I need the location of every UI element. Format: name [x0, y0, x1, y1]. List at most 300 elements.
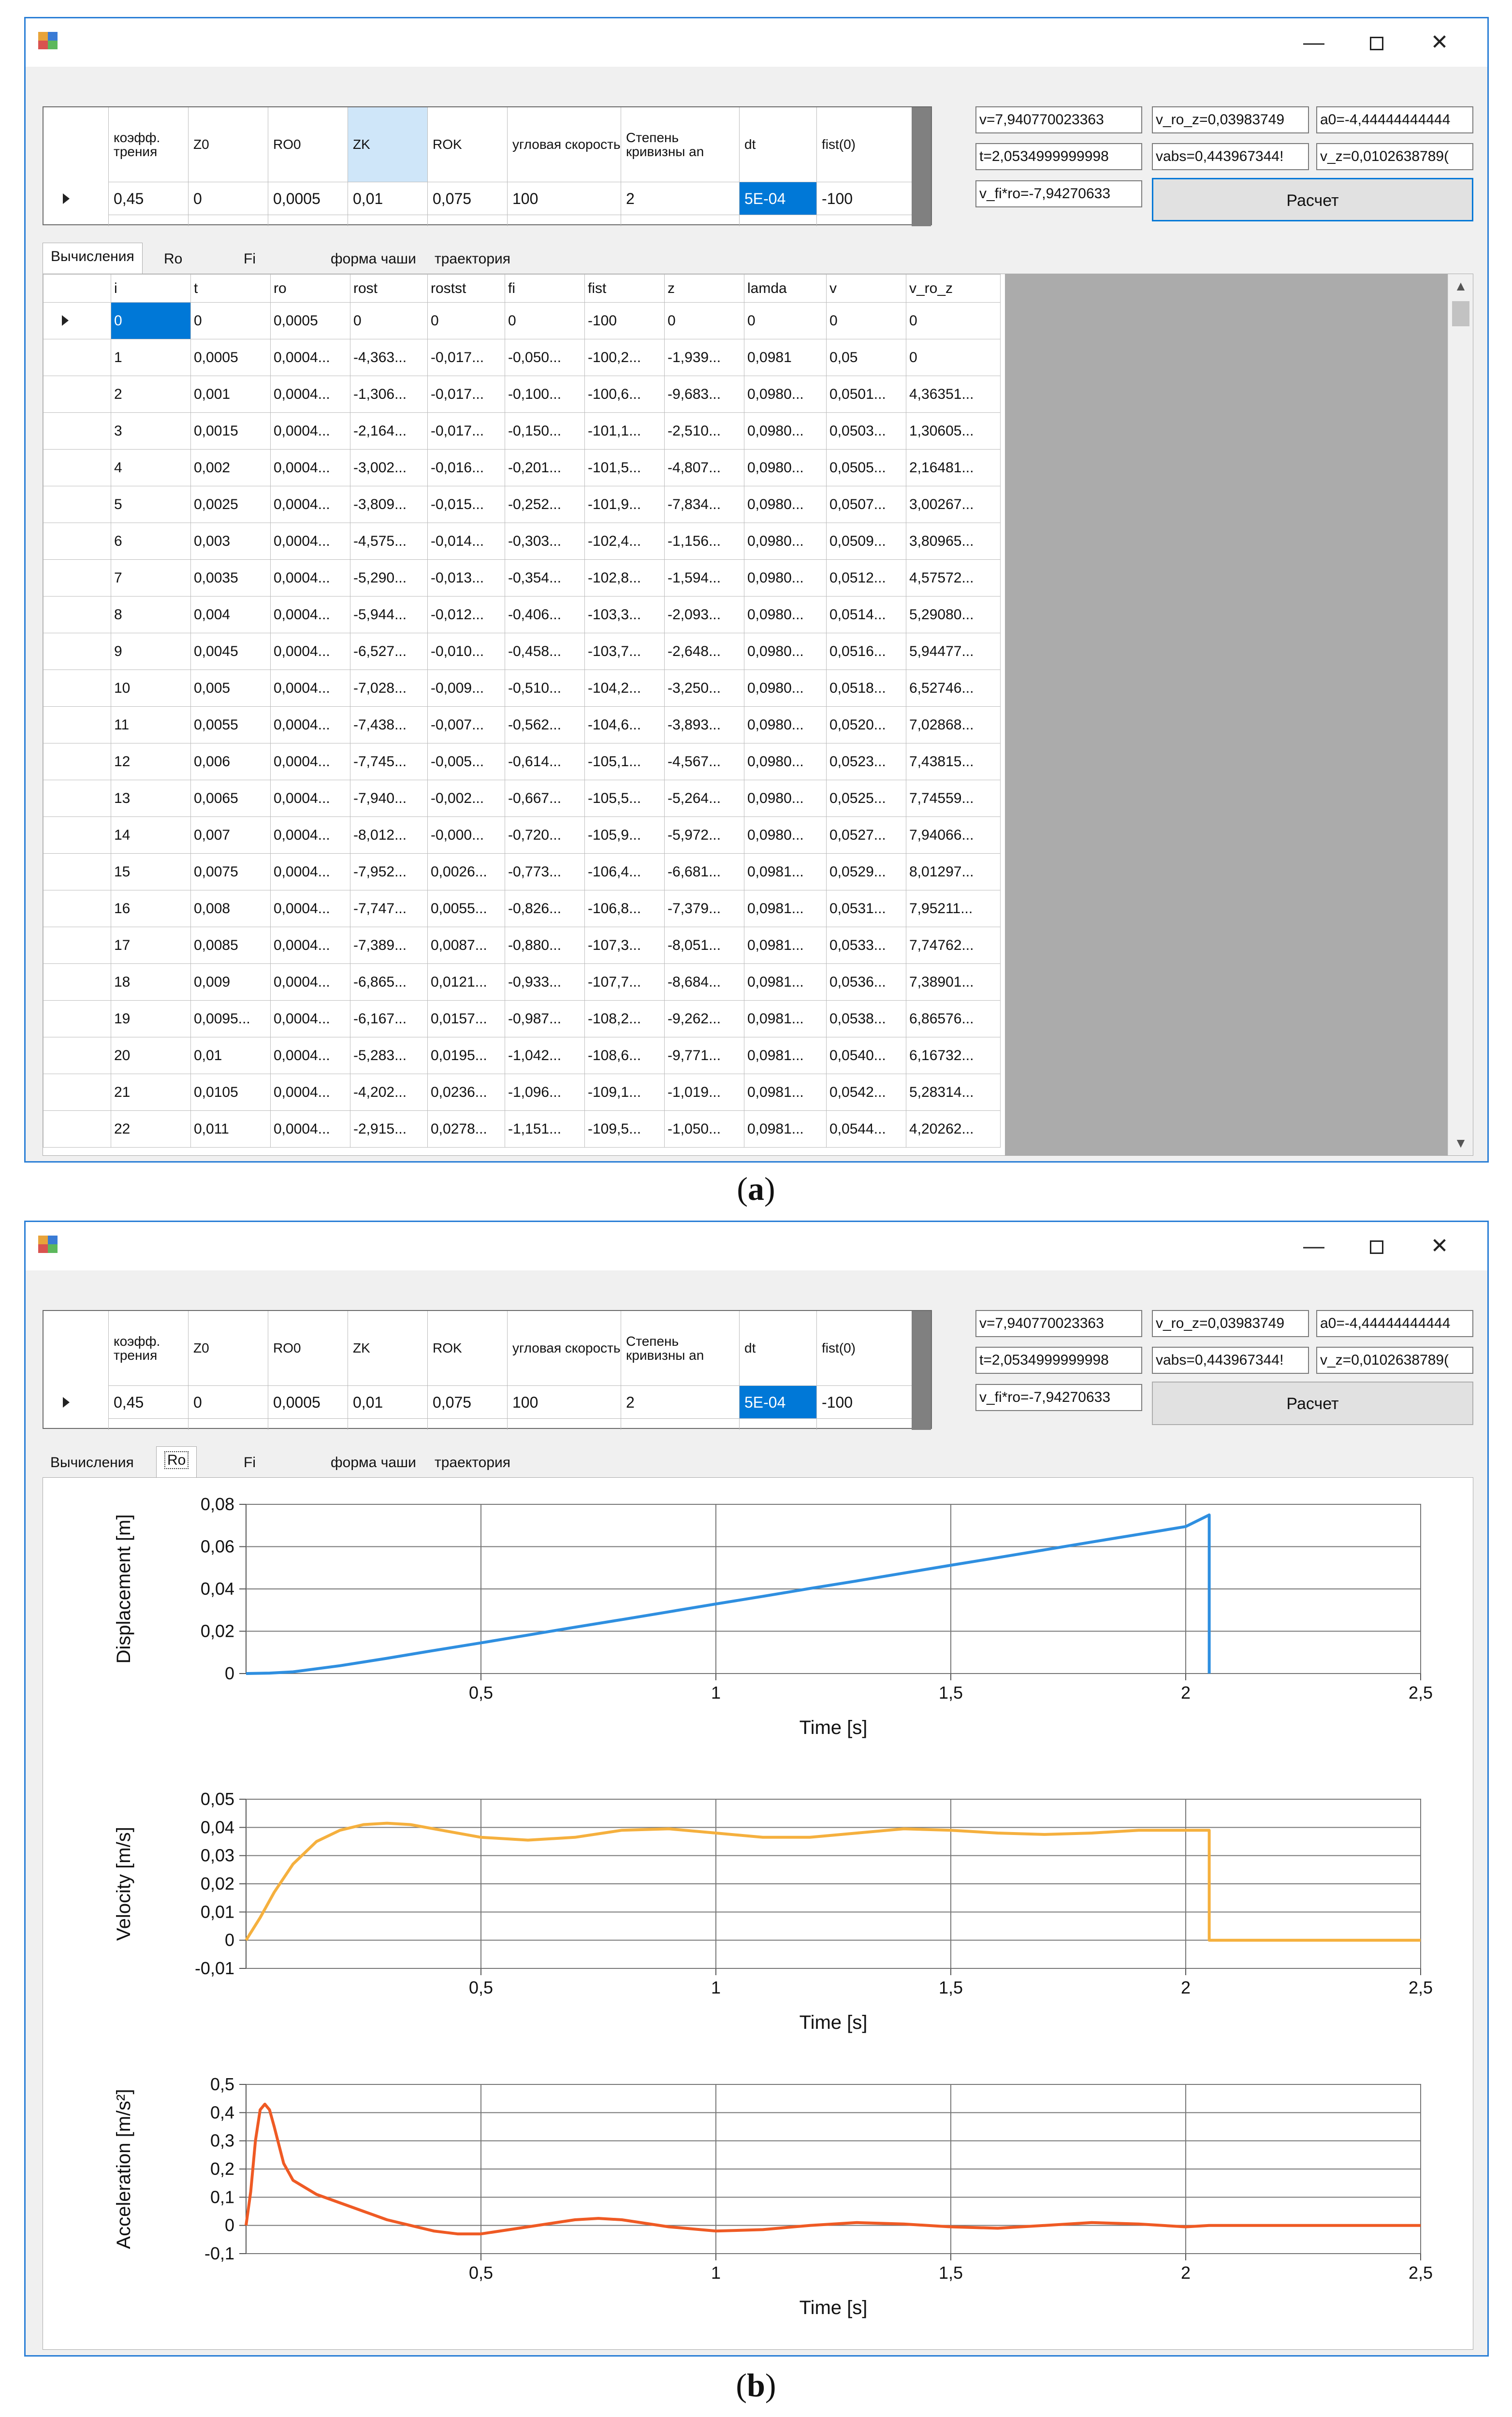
table-cell[interactable]: -0,014...	[428, 523, 505, 560]
table-cell[interactable]: -0,016...	[428, 450, 505, 486]
table-cell[interactable]: 0,0980...	[744, 376, 827, 413]
table-cell[interactable]: 12	[111, 743, 191, 780]
table-cell[interactable]: 1,30605...	[906, 413, 1001, 450]
table-cell[interactable]: 0,01	[191, 1037, 271, 1074]
table-cell[interactable]: -8,012...	[350, 817, 428, 854]
table-cell[interactable]: 0,0004...	[271, 1037, 350, 1074]
tab-trajectory[interactable]: траектория	[435, 251, 511, 267]
table-cell[interactable]: 8,01297...	[906, 854, 1001, 890]
table-cell[interactable]: 19	[111, 1001, 191, 1037]
table-cell[interactable]: 7,38901...	[906, 964, 1001, 1001]
row-header-cell[interactable]	[44, 633, 111, 670]
table-cell[interactable]: 0,0004...	[271, 486, 350, 523]
row-header-cell[interactable]	[44, 890, 111, 927]
table-cell[interactable]: 0,0980...	[744, 780, 827, 817]
table-row[interactable]	[44, 1074, 1001, 1111]
table-cell[interactable]: -4,575...	[350, 523, 428, 560]
table-cell[interactable]: 0,0075	[191, 854, 271, 890]
table-cell[interactable]: 15	[111, 854, 191, 890]
table-cell[interactable]: 0	[191, 303, 271, 339]
table-cell[interactable]: 0,008	[191, 890, 271, 927]
column-header-6[interactable]: fist	[585, 275, 665, 303]
result-vabs[interactable]: vabs=0,443967344!	[1152, 143, 1309, 170]
table-cell[interactable]: -2,648...	[665, 633, 744, 670]
table-cell[interactable]: -3,809...	[350, 486, 428, 523]
table-cell[interactable]: -105,1...	[585, 743, 665, 780]
param-column-zk[interactable]	[348, 1311, 428, 1430]
table-cell[interactable]: 0,0542...	[827, 1074, 906, 1111]
table-cell[interactable]: -2,164...	[350, 413, 428, 450]
table-cell[interactable]: -4,363...	[350, 339, 428, 376]
table-cell[interactable]: 7,02868...	[906, 707, 1001, 743]
table-cell[interactable]: 3,80965...	[906, 523, 1001, 560]
table-cell[interactable]: 0,004	[191, 597, 271, 633]
table-cell[interactable]: 16	[111, 890, 191, 927]
table-cell[interactable]: 3,00267...	[906, 486, 1001, 523]
table-cell[interactable]: 7	[111, 560, 191, 597]
table-cell[interactable]: 0,0004...	[271, 450, 350, 486]
table-cell[interactable]: 0,0981...	[744, 964, 827, 1001]
table-cell[interactable]: 8	[111, 597, 191, 633]
table-cell[interactable]: -7,940...	[350, 780, 428, 817]
table-cell[interactable]: 0,0980...	[744, 743, 827, 780]
scroll-up-icon[interactable]: ▲	[1454, 278, 1468, 293]
param-column-z0[interactable]	[189, 1311, 268, 1430]
table-cell[interactable]: -9,262...	[665, 1001, 744, 1037]
table-cell[interactable]: -3,002...	[350, 450, 428, 486]
table-row[interactable]	[44, 890, 1001, 927]
table-cell[interactable]: -2,915...	[350, 1111, 428, 1148]
table-cell[interactable]: 4,57572...	[906, 560, 1001, 597]
table-cell[interactable]: -7,834...	[665, 486, 744, 523]
table-cell[interactable]: -100	[585, 303, 665, 339]
table-cell[interactable]: 0,0105	[191, 1074, 271, 1111]
table-cell[interactable]: 0,0004...	[271, 560, 350, 597]
table-cell[interactable]: -107,7...	[585, 964, 665, 1001]
table-cell[interactable]: 0,0527...	[827, 817, 906, 854]
table-cell[interactable]: -1,019...	[665, 1074, 744, 1111]
table-cell[interactable]: -0,017...	[428, 339, 505, 376]
table-cell[interactable]: 0,006	[191, 743, 271, 780]
table-cell[interactable]: -0,562...	[505, 707, 585, 743]
table-cell[interactable]: -4,567...	[665, 743, 744, 780]
table-cell[interactable]: -0,007...	[428, 707, 505, 743]
table-cell[interactable]: 0,0004...	[271, 413, 350, 450]
table-cell[interactable]: 0,0980...	[744, 413, 827, 450]
table-cell[interactable]: -5,972...	[665, 817, 744, 854]
param-value[interactable]: 0	[189, 1386, 268, 1419]
row-header-cell[interactable]	[44, 780, 111, 817]
table-cell[interactable]: 0,0015	[191, 413, 271, 450]
tab-ro[interactable]	[156, 1446, 197, 1478]
table-cell[interactable]: -8,684...	[665, 964, 744, 1001]
table-cell[interactable]: -109,5...	[585, 1111, 665, 1148]
table-cell[interactable]: 0,0514...	[827, 597, 906, 633]
table-cell[interactable]: 0,0509...	[827, 523, 906, 560]
param-value[interactable]: -100	[817, 182, 913, 215]
table-row[interactable]	[44, 303, 1001, 339]
table-cell[interactable]: -101,9...	[585, 486, 665, 523]
table-cell[interactable]: 0,0005	[271, 303, 350, 339]
minimize-button[interactable]: —	[1303, 1234, 1324, 1258]
table-cell[interactable]: 14	[111, 817, 191, 854]
maximize-button[interactable]	[1355, 28, 1398, 57]
table-cell[interactable]: 0,0981	[744, 339, 827, 376]
table-cell[interactable]: -0,880...	[505, 927, 585, 964]
param-column-z0[interactable]	[189, 107, 268, 226]
tab-ro[interactable]: Ro	[164, 251, 183, 267]
param-value[interactable]: 0	[189, 182, 268, 215]
table-cell[interactable]: -0,009...	[428, 670, 505, 707]
row-header-cell[interactable]	[44, 743, 111, 780]
table-cell[interactable]: 2	[111, 376, 191, 413]
result-v[interactable]: v=7,940770023363	[975, 106, 1142, 133]
row-header-cell[interactable]	[44, 817, 111, 854]
tab-bowl-shape[interactable]: форма чаши	[331, 251, 416, 267]
table-cell[interactable]: 18	[111, 964, 191, 1001]
table-cell[interactable]: 0,0523...	[827, 743, 906, 780]
table-cell[interactable]: 0,0035	[191, 560, 271, 597]
table-cell[interactable]: -5,283...	[350, 1037, 428, 1074]
table-cell[interactable]: 7,94066...	[906, 817, 1001, 854]
column-header-4[interactable]: rostst	[428, 275, 505, 303]
param-column-fist0[interactable]	[817, 107, 914, 226]
table-cell[interactable]: 0,0004...	[271, 670, 350, 707]
row-header-cell[interactable]	[44, 339, 111, 376]
table-cell[interactable]: -7,379...	[665, 890, 744, 927]
result-v-ro-z[interactable]: v_ro_z=0,03983749	[1152, 106, 1309, 133]
result-v-ro-z[interactable]: v_ro_z=0,03983749	[1152, 1310, 1309, 1337]
table-cell[interactable]: 5	[111, 486, 191, 523]
row-header-cell[interactable]	[44, 450, 111, 486]
table-cell[interactable]: 6,52746...	[906, 670, 1001, 707]
table-cell[interactable]: 0,0981...	[744, 890, 827, 927]
row-header-cell[interactable]	[44, 964, 111, 1001]
result-v-fi-ro[interactable]: v_fi*ro=-7,94270633	[975, 1384, 1142, 1411]
table-cell[interactable]: -0,510...	[505, 670, 585, 707]
param-column-curvature[interactable]	[621, 107, 740, 226]
table-row[interactable]	[44, 670, 1001, 707]
table-cell[interactable]: -0,614...	[505, 743, 585, 780]
table-cell[interactable]: 0	[906, 339, 1001, 376]
table-cell[interactable]: 5,28314...	[906, 1074, 1001, 1111]
table-cell[interactable]: 0,0981...	[744, 1111, 827, 1148]
table-cell[interactable]: -0,000...	[428, 817, 505, 854]
table-cell[interactable]: 0,0087...	[428, 927, 505, 964]
table-cell[interactable]: -5,290...	[350, 560, 428, 597]
table-cell[interactable]: -6,681...	[665, 854, 744, 890]
table-cell[interactable]: -100,2...	[585, 339, 665, 376]
table-cell[interactable]: 13	[111, 780, 191, 817]
table-cell[interactable]: -3,893...	[665, 707, 744, 743]
table-cell[interactable]: 4,20262...	[906, 1111, 1001, 1148]
table-cell[interactable]: 0,0004...	[271, 1111, 350, 1148]
table-cell[interactable]: 0,0121...	[428, 964, 505, 1001]
table-cell[interactable]: 0,003	[191, 523, 271, 560]
table-cell[interactable]: -2,093...	[665, 597, 744, 633]
table-cell[interactable]: 0,0004...	[271, 339, 350, 376]
table-cell[interactable]: 7,74762...	[906, 927, 1001, 964]
table-cell[interactable]: 0	[827, 303, 906, 339]
close-button[interactable]: ✕	[1430, 30, 1449, 54]
table-cell[interactable]: 0	[111, 303, 191, 339]
table-cell[interactable]: 0	[350, 303, 428, 339]
table-cell[interactable]: 0,0520...	[827, 707, 906, 743]
table-row[interactable]	[44, 339, 1001, 376]
table-cell[interactable]: -0,667...	[505, 780, 585, 817]
table-cell[interactable]: 6,86576...	[906, 1001, 1001, 1037]
table-cell[interactable]: 0,0055	[191, 707, 271, 743]
table-cell[interactable]: 0,0004...	[271, 633, 350, 670]
column-header-1[interactable]: t	[191, 275, 271, 303]
table-cell[interactable]: 0,0516...	[827, 633, 906, 670]
table-cell[interactable]: -0,406...	[505, 597, 585, 633]
tab-calculations[interactable]: Вычисления	[50, 1455, 134, 1471]
table-cell[interactable]: -1,594...	[665, 560, 744, 597]
table-cell[interactable]: -107,3...	[585, 927, 665, 964]
table-cell[interactable]: -1,156...	[665, 523, 744, 560]
row-header-cell[interactable]	[44, 560, 111, 597]
result-v-fi-ro[interactable]: v_fi*ro=-7,94270633	[975, 180, 1142, 207]
table-cell[interactable]: 0,001	[191, 376, 271, 413]
grid-scrollbar[interactable]	[912, 107, 931, 226]
table-cell[interactable]: 0,005	[191, 670, 271, 707]
param-column-dt[interactable]	[740, 107, 817, 226]
table-row[interactable]	[44, 633, 1001, 670]
table-cell[interactable]: -5,944...	[350, 597, 428, 633]
table-cell[interactable]: -1,042...	[505, 1037, 585, 1074]
table-cell[interactable]: 0,05	[827, 339, 906, 376]
table-cell[interactable]: 0,0531...	[827, 890, 906, 927]
table-row[interactable]	[44, 1001, 1001, 1037]
table-cell[interactable]: 0,0004...	[271, 780, 350, 817]
table-row[interactable]	[44, 450, 1001, 486]
table-cell[interactable]: -0,002...	[428, 780, 505, 817]
table-cell[interactable]: -7,745...	[350, 743, 428, 780]
table-cell[interactable]: -6,167...	[350, 1001, 428, 1037]
table-vertical-scrollbar[interactable]	[1448, 274, 1473, 1155]
table-row[interactable]	[44, 560, 1001, 597]
row-header-cell[interactable]	[44, 597, 111, 633]
table-cell[interactable]: -0,017...	[428, 376, 505, 413]
table-cell[interactable]: 0,0278...	[428, 1111, 505, 1148]
table-cell[interactable]: 6	[111, 523, 191, 560]
row-header-cell[interactable]	[44, 1037, 111, 1074]
table-cell[interactable]: -9,683...	[665, 376, 744, 413]
table-cell[interactable]: 0,0980...	[744, 450, 827, 486]
table-cell[interactable]: -0,010...	[428, 633, 505, 670]
table-cell[interactable]: 0,002	[191, 450, 271, 486]
grid-scrollbar[interactable]	[912, 1311, 931, 1430]
result-t[interactable]: t=2,0534999999998	[975, 1347, 1142, 1374]
table-cell[interactable]: 0,0157...	[428, 1001, 505, 1037]
table-cell[interactable]: -106,4...	[585, 854, 665, 890]
param-column-rok[interactable]	[428, 107, 508, 226]
table-cell[interactable]: -104,2...	[585, 670, 665, 707]
table-cell[interactable]: 7,74559...	[906, 780, 1001, 817]
calculate-button[interactable]: Расчет	[1152, 178, 1473, 221]
table-cell[interactable]: 0,0507...	[827, 486, 906, 523]
row-header-cell[interactable]	[44, 670, 111, 707]
table-cell[interactable]: -6,865...	[350, 964, 428, 1001]
table-cell[interactable]: 0,0980...	[744, 560, 827, 597]
table-cell[interactable]: 3	[111, 413, 191, 450]
row-header-cell[interactable]	[44, 1074, 111, 1111]
table-cell[interactable]: 0,0236...	[428, 1074, 505, 1111]
table-cell[interactable]: 0,0005	[191, 339, 271, 376]
table-cell[interactable]: -0,050...	[505, 339, 585, 376]
column-header-10[interactable]: v_ro_z	[906, 275, 1001, 303]
param-column-angular-speed[interactable]	[508, 1311, 621, 1430]
result-v-z[interactable]: v_z=0,0102638789(	[1316, 143, 1473, 170]
param-column-curvature[interactable]	[621, 1311, 740, 1430]
table-row[interactable]	[44, 1111, 1001, 1148]
param-value[interactable]: 0,075	[428, 182, 507, 215]
table-cell[interactable]: 0,0004...	[271, 817, 350, 854]
table-cell[interactable]: -103,7...	[585, 633, 665, 670]
table-cell[interactable]: 0,009	[191, 964, 271, 1001]
table-cell[interactable]: 4,36351...	[906, 376, 1001, 413]
table-row[interactable]	[44, 1037, 1001, 1074]
param-value[interactable]: 0,0005	[268, 1386, 348, 1419]
table-cell[interactable]: 0,0981...	[744, 927, 827, 964]
param-value[interactable]: 0,075	[428, 1386, 507, 1419]
table-cell[interactable]: -0,201...	[505, 450, 585, 486]
table-cell[interactable]: 0,0501...	[827, 376, 906, 413]
table-cell[interactable]: -0,987...	[505, 1001, 585, 1037]
table-cell[interactable]: -0,773...	[505, 854, 585, 890]
table-cell[interactable]: 0,0538...	[827, 1001, 906, 1037]
param-value[interactable]: 5E-04	[740, 1386, 816, 1419]
close-button[interactable]: ✕	[1430, 1234, 1449, 1258]
table-cell[interactable]: -5,264...	[665, 780, 744, 817]
table-cell[interactable]: 0,0980...	[744, 707, 827, 743]
table-cell[interactable]: -6,527...	[350, 633, 428, 670]
table-cell[interactable]: 0,0980...	[744, 633, 827, 670]
table-cell[interactable]: -4,202...	[350, 1074, 428, 1111]
row-header-cell[interactable]	[44, 376, 111, 413]
table-cell[interactable]: 0,0195...	[428, 1037, 505, 1074]
result-vabs[interactable]: vabs=0,443967344!	[1152, 1347, 1309, 1374]
param-value[interactable]: 0,01	[348, 1386, 427, 1419]
table-cell[interactable]: -0,013...	[428, 560, 505, 597]
row-header-cell[interactable]	[44, 486, 111, 523]
param-value[interactable]: 0,01	[348, 182, 427, 215]
row-header-cell[interactable]	[44, 413, 111, 450]
table-cell[interactable]: 6,16732...	[906, 1037, 1001, 1074]
table-row[interactable]	[44, 780, 1001, 817]
table-cell[interactable]: -7,952...	[350, 854, 428, 890]
table-cell[interactable]: 0,0026...	[428, 854, 505, 890]
param-value[interactable]: 5E-04	[740, 182, 816, 215]
table-row[interactable]	[44, 817, 1001, 854]
table-cell[interactable]: -108,2...	[585, 1001, 665, 1037]
table-cell[interactable]: -100,6...	[585, 376, 665, 413]
table-cell[interactable]: 20	[111, 1037, 191, 1074]
table-cell[interactable]: 0,0004...	[271, 1001, 350, 1037]
row-header-cell[interactable]	[44, 1001, 111, 1037]
table-cell[interactable]: 0,0518...	[827, 670, 906, 707]
maximize-button[interactable]	[1355, 1232, 1398, 1261]
table-cell[interactable]: 0,0004...	[271, 854, 350, 890]
table-row[interactable]	[44, 376, 1001, 413]
table-cell[interactable]: -102,8...	[585, 560, 665, 597]
table-cell[interactable]: 0	[744, 303, 827, 339]
table-row[interactable]	[44, 486, 1001, 523]
param-column-rok[interactable]	[428, 1311, 508, 1430]
table-cell[interactable]: 11	[111, 707, 191, 743]
table-cell[interactable]: 7,43815...	[906, 743, 1001, 780]
table-cell[interactable]: -0,933...	[505, 964, 585, 1001]
table-cell[interactable]: 0,0025	[191, 486, 271, 523]
result-a0[interactable]: a0=-4,44444444444	[1316, 106, 1473, 133]
table-cell[interactable]: 17	[111, 927, 191, 964]
table-cell[interactable]: 0,0980...	[744, 817, 827, 854]
table-cell[interactable]: -1,151...	[505, 1111, 585, 1148]
table-cell[interactable]: -0,017...	[428, 413, 505, 450]
table-cell[interactable]: 0,011	[191, 1111, 271, 1148]
table-cell[interactable]: 7,95211...	[906, 890, 1001, 927]
table-cell[interactable]: 0,0004...	[271, 743, 350, 780]
table-cell[interactable]: -7,438...	[350, 707, 428, 743]
table-cell[interactable]: -1,050...	[665, 1111, 744, 1148]
table-cell[interactable]: -4,807...	[665, 450, 744, 486]
row-header-cell[interactable]	[44, 854, 111, 890]
table-cell[interactable]: -0,015...	[428, 486, 505, 523]
minimize-button[interactable]: —	[1303, 30, 1324, 54]
result-a0[interactable]: a0=-4,44444444444	[1316, 1310, 1473, 1337]
scroll-thumb[interactable]	[1452, 301, 1469, 326]
row-header-cell[interactable]	[44, 927, 111, 964]
table-cell[interactable]: -109,1...	[585, 1074, 665, 1111]
param-column-zk[interactable]	[348, 107, 428, 226]
table-cell[interactable]: 0,0004...	[271, 1074, 350, 1111]
param-value[interactable]: 100	[508, 1386, 621, 1419]
tab-trajectory[interactable]: траектория	[435, 1455, 511, 1471]
table-cell[interactable]: 4	[111, 450, 191, 486]
param-column-fist0[interactable]	[817, 1311, 914, 1430]
table-cell[interactable]: 1	[111, 339, 191, 376]
table-cell[interactable]: -104,6...	[585, 707, 665, 743]
table-cell[interactable]: 0,0980...	[744, 523, 827, 560]
table-cell[interactable]: 9	[111, 633, 191, 670]
table-cell[interactable]: -0,252...	[505, 486, 585, 523]
table-cell[interactable]: 0,0525...	[827, 780, 906, 817]
tab-fi[interactable]: Fi	[244, 251, 256, 267]
table-cell[interactable]: -7,389...	[350, 927, 428, 964]
param-value[interactable]: 0,45	[109, 182, 188, 215]
table-cell[interactable]: 0,0981...	[744, 1074, 827, 1111]
table-cell[interactable]: -1,096...	[505, 1074, 585, 1111]
table-cell[interactable]: -102,4...	[585, 523, 665, 560]
table-cell[interactable]: -0,012...	[428, 597, 505, 633]
table-row[interactable]	[44, 854, 1001, 890]
table-cell[interactable]: 0,0512...	[827, 560, 906, 597]
table-cell[interactable]: 0,0533...	[827, 927, 906, 964]
param-value[interactable]: 0,0005	[268, 182, 348, 215]
table-cell[interactable]: 0,0085	[191, 927, 271, 964]
table-cell[interactable]: 0	[428, 303, 505, 339]
param-value[interactable]: 2	[621, 1386, 739, 1419]
table-cell[interactable]: 0,0981...	[744, 1001, 827, 1037]
column-header-9[interactable]: v	[827, 275, 906, 303]
result-v-z[interactable]: v_z=0,0102638789(	[1316, 1347, 1473, 1374]
table-cell[interactable]: -0,303...	[505, 523, 585, 560]
table-cell[interactable]: 0,0065	[191, 780, 271, 817]
table-cell[interactable]: -7,747...	[350, 890, 428, 927]
tab-fi[interactable]: Fi	[244, 1455, 256, 1471]
table-cell[interactable]: 0	[906, 303, 1001, 339]
